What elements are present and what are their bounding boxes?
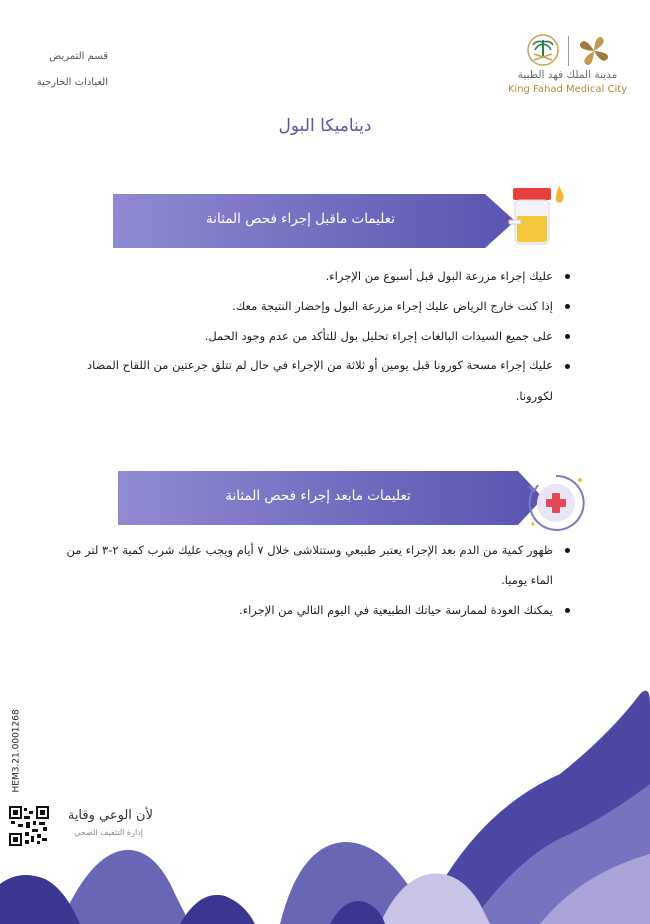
logo-name-english: King Fahad Medical City [507, 84, 628, 95]
section-list-before [60, 262, 553, 412]
list-item: على جميع السيدات البالغات إجراء تحليل بول للتأكد من عدم وجود الحمل. [60, 322, 553, 350]
kfmc-logo [505, 32, 635, 102]
section-banner-after [118, 471, 543, 525]
palm-swords-emblem-icon [523, 32, 563, 68]
flower-mark-icon [577, 34, 611, 68]
decorative-waves [0, 664, 650, 924]
list-item: يمكنك العودة لممارسة حياتك الطبيعية في اليوم التالي من الإجراء. [60, 595, 553, 625]
section-heading-before: تعليمات ماقبل إجراء فحص المثانة [206, 211, 395, 227]
logo-name-arabic: مدينة الملك فهد الطبية [517, 69, 618, 81]
document-code-text: HEM3.21.0001268 [11, 709, 22, 793]
section-banner-before [113, 194, 515, 248]
section-list-after [60, 535, 553, 625]
page-title: ديناميكا البول [278, 116, 372, 136]
slogan: لأن الوعي وقاية [67, 808, 153, 823]
medical-cross-icon [525, 472, 587, 534]
list-item: إذا كنت خارج الرياض عليك إجراء مزرعة البول وإحضار النتيجة معك. [60, 290, 553, 322]
section-heading-after: تعليمات مابعد إجراء فحص المثانة [225, 488, 411, 504]
logo-divider [568, 36, 569, 66]
list-item: عليك إجراء مزرعة البول قبل أسبوع من الإجراء. [60, 262, 553, 290]
slogan-subtitle: إدارة التثقيف الصحي [74, 828, 143, 837]
urine-cup-icon [507, 182, 569, 248]
clinic-name: العيادات الخارجية [36, 77, 108, 88]
department-name: قسم التمريض [49, 51, 108, 62]
list-item: ظهور كمية من الدم بعد الإجراء يعتبر طبيعي وستتلاشى خلال ٧ أيام ويجب عليك شرب كمية ٢-٣ لتر من الماء يوميا. [60, 535, 553, 595]
list-item: عليك إجراء مسحة كورونا قبل يومين أو ثلاثة من الإجراء في حال لم تتلق جرعتين من اللقاح المضاد لكورونا. [60, 350, 553, 412]
